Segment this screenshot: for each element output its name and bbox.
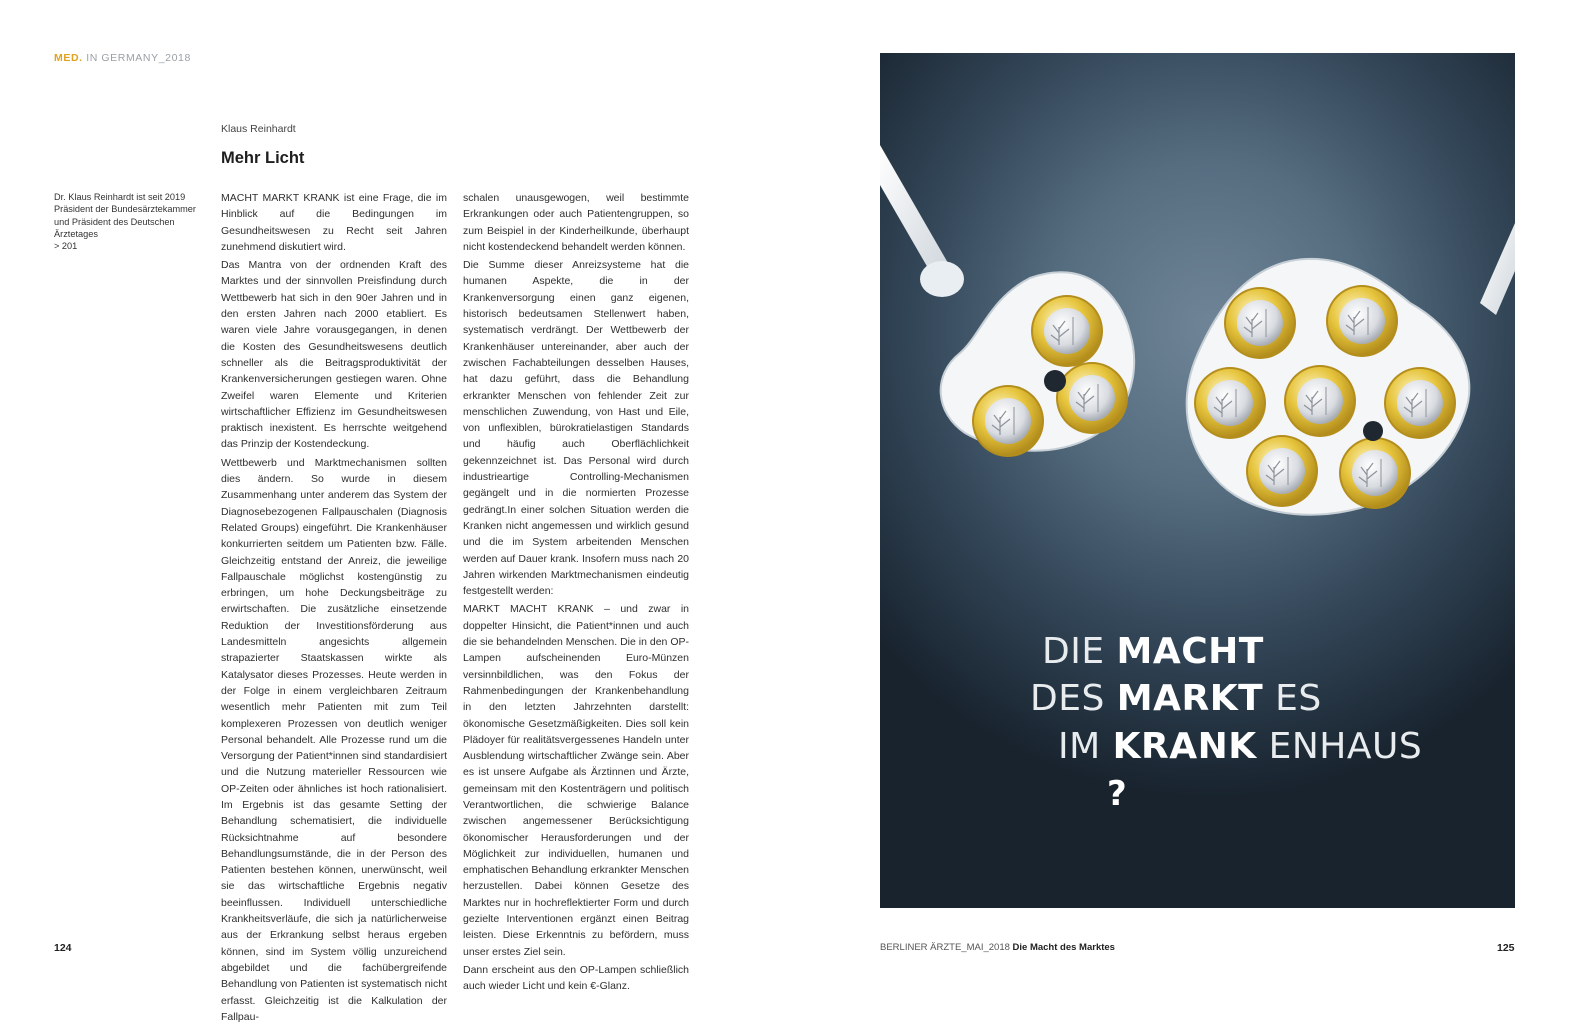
paragraph: Dann erscheint aus den OP-Lampen schließlich auch wieder Licht und kein €-Glanz. [463,963,689,993]
page-number-right: 125 [1497,942,1515,954]
headline-question-mark: ? [1107,774,1128,814]
headline-line-1 [1042,631,1264,672]
running-head-med: MED. [54,52,83,64]
article-column-2 [463,190,689,997]
surgical-lamps-photo [880,53,1515,908]
headline-line-2 [1030,678,1322,719]
paragraph: Wettbewerb und Marktmechanismen sollten dies ändern. So wurde in diesem Zusammenhang unter anderem das System der Diagnosebezogenen Fallpauschalen (Diagnosis Related Groups) eingeführt. Die Krankenhäuser konkurrierten seitdem um Patienten bzw. Fälle. Gleichzeitig entstand der Anreiz, die jeweilige Fallpauschale möglichst kostengünstig zu erbringen, um hohe Deckungsbeiträge zu erwirtschaften. Die zusätzliche einsetzende Reduktion der Investitionsförderung aus Landesmitteln angesichts allgemein strapazierter Staatskassen wirkte als Katalysator dieses Prozesses. Heute werden in der Folge in einem vergleichbaren Zeitraum wesentlich mehr Patienten mit zum Teil komplexeren Prozessen von deutlich weniger Personal behandelt. Alle Prozesse rund um die Versorgung der Patient*innen sind standardisiert und die Nutzung materieller Ressourcen wie OP-Zeiten oder ähnliches ist hoch rationalisiert. Im Ergebnis ist das gesamte Setting der Behandlung schematisiert, die individuelle Rücksichtnahme auf besondere Behandlungsumstände, die in der Person des Patienten bestehen können, unerwünscht, weil sie das wirtschaftliche Ergebnis negativ beeinflussen. Individuell unterschiedliche Krankheitsverläufe, die sich ja natürlicherweise aus der Erkrankung selbst heraus ergeben können, sind im System völlig unzureichend abgebildet und die fachübergreifende Behandlung von Patienten ist systematisch nicht erfasst. Gleichzeitig ist die Kalkulation der Fallpau- [221,456,447,1023]
headline-word-bold: MARKT [1116,678,1264,719]
photo-headline [880,53,1515,908]
footer-publication [880,942,1115,953]
headline-word-bold: MACHT [1116,631,1264,672]
publication-name: BERLINER ÄRZTE_MAI_2018 [880,942,1010,953]
section-name: Die Macht des Marktes [1012,942,1115,953]
bio-line: > 201 [54,241,78,252]
bio-line: Dr. Klaus Reinhardt ist seit 2019 [54,192,186,202]
author-bio [54,191,204,252]
headline-word: ES [1275,678,1322,719]
article-title: Mehr Licht [221,149,305,167]
headline-word-bold: KRANK [1112,726,1257,767]
headline-word: IM [1058,726,1101,767]
article-author: Klaus Reinhardt [221,123,296,135]
paragraph: schalen unausgewogen, weil bestimmte Erkrankungen oder auch Patientengruppen, so zum Beispiel in der Kinderheilkunde, überhaupt nicht kostendeckend behandelt werden können. [463,192,689,253]
bio-line: Präsident der Bundesärztekammer [54,204,196,215]
page-number-left: 124 [54,942,72,954]
headline-word: ENHAUS [1268,726,1423,767]
paragraph: Die Summe dieser Anreizsysteme hat die humanen Aspekte, die in der Krankenversorgung einen ganz eigenen, historisch bedeutsamen Stellenwert haben, systematisch verdrängt. Der Wettbewerb der Krankenhäuser untereinander, aber auch der zwischen Fachabteilungen desselben Hauses, hat dazu geführt, dass die Behandlung erkrankter Menschen von fehlender Zeit zur menschlichen Zuwendung, von Hast und Eile, von unflexiblen, bürokratielastigen Standards und häufig auch Oberflächlichkeit gekennzeichnet ist. Das Personal wird durch industrieartige Controlling-Mechanismen gegängelt und in die normierten Prozesse gedrängt.In einer solchen Situation werden die Kranken nicht angemessen und wirklich gesund und die im System arbeitenden Menschen werden auf Dauer krank. Insofern muss nach 20 Jahren wirkenden Marktmechanismen eindeutig festgestellt werden: [463,259,689,598]
headline-word: DES [1030,678,1105,719]
article-column-1 [221,190,447,1027]
paragraph: Das Mantra von der ordnenden Kraft des Marktes und der sinnvollen Preisfindung durch Wettbewerb hat sich in den 90er Jahren und in den ersten Jahren nach 2000 etabliert. Es waren viele Jahre vorausgegangen, in denen die Kosten des Gesundheitswesens deutlich schneller als die Beitragsproduktivität der Krankenversicherungen gestiegen waren. Ohne Zweifel waren Elemente und Kriterien wirtschaftlicher Effizienz im Gesundheitswesen praktisch inexistent. Es herrschte weitgehend das Prinzip der Kostendeckung. [221,259,447,451]
bio-line: und Präsident des Deutschen [54,216,175,227]
running-head-germany: IN GERMANY_2018 [86,52,191,64]
headline-line-3 [1058,726,1422,767]
paragraph: MARKT MACHT KRANK – und zwar in doppelter Hinsicht, die Patient*innen und auch die sie behandelnden Menschen. Die in den OP-Lampen aufscheinenden Euro-Münzen versinnbildlichen, was den Fokus der Rahmenbedingungen der Krankenbehandlung in den letzten Jahrzehnten darstellt: ökonomische Gesetzmäßigkeiten. Dies soll kein Plädoyer für realitätsvergessenes Handeln unter Ausblendung wirtschaftlicher Zwänge sein. Aber es ist unsere Aufgabe als Ärztinnen und Ärzte, gemeinsam mit den Kostenträgern und politisch Verantwortlichen, die schwierige Balance zwischen angemessener Berücksichtigung ökonomischer Herausforderungen und der Möglichkeit zur individuellen, humanen und emphatischen Behandlung erkrankter Menschen herzustellen. Dabei können Gesetze des Marktes nur in hochreflektierter Form und durch gezielte Interventionen ergänzt einen Beitrag leisten. Diese Erkenntnis zu befördern, muss unser erstes Ziel sein. [463,603,689,958]
headline-word: DIE [1042,631,1105,672]
running-head [54,52,191,64]
paragraph: MACHT MARKT KRANK ist eine Frage, die im Hinblick auf die Bedingungen im Gesundheitswesen zu Recht seit Jahren zunehmend diskutiert wird. [221,192,447,253]
bio-line: Ärztetages [54,228,98,239]
